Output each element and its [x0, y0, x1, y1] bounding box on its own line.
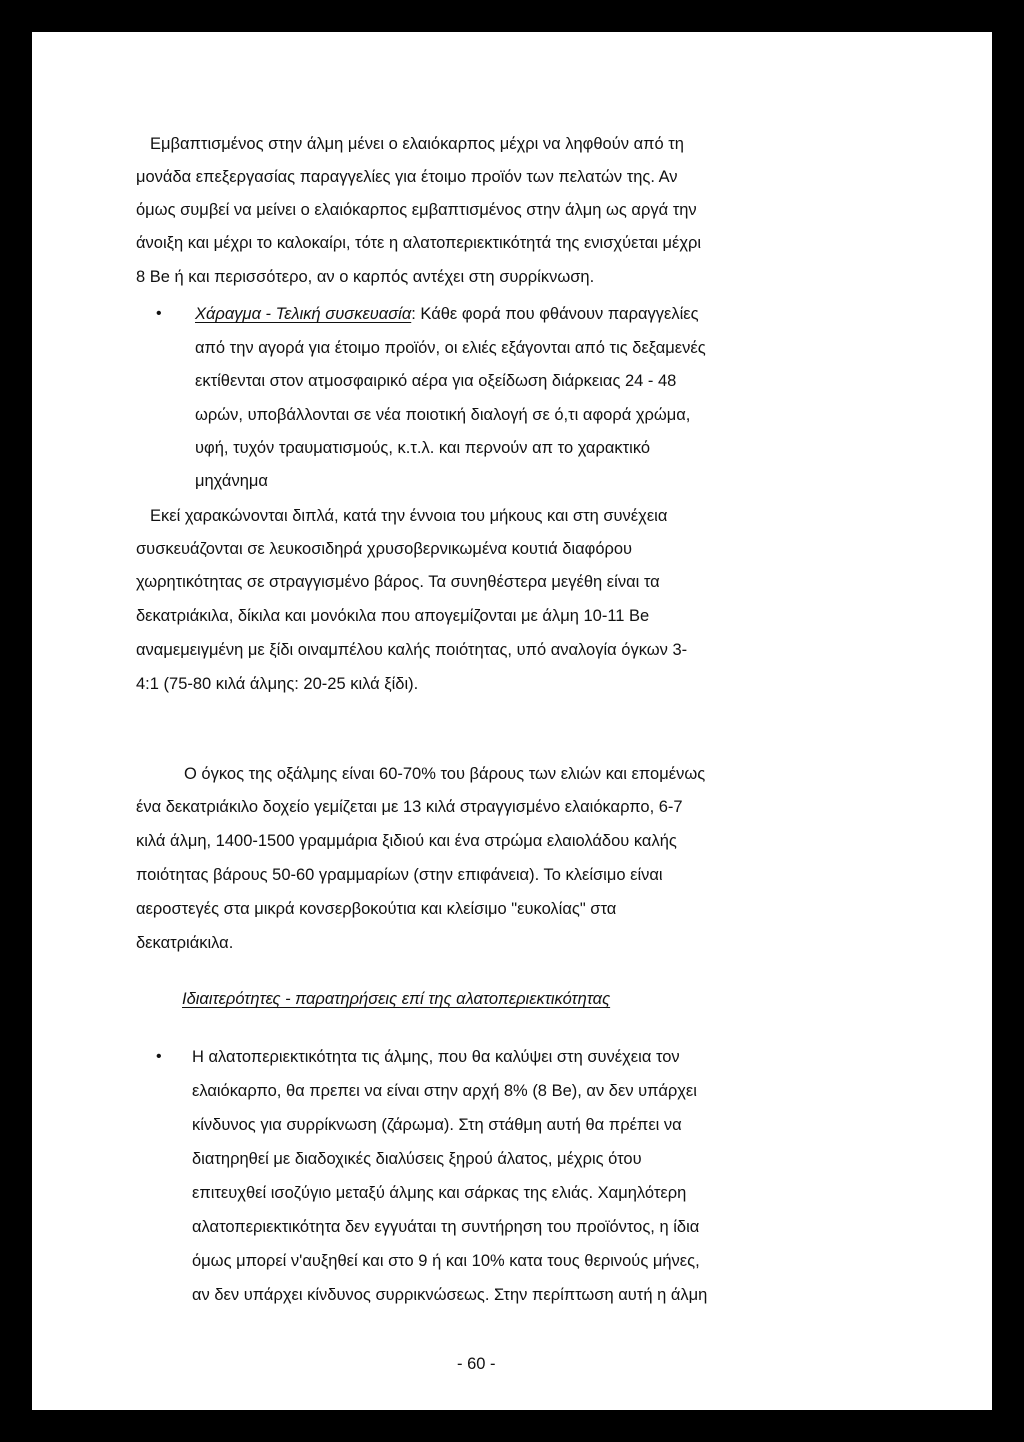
paragraph3-line: ποιότητας βάρους 50-60 γραμμαρίων (στην επιφάνεια). Το κλείσιμο είναι [136, 866, 663, 884]
paragraph1-line: μονάδα επεξεργασίας παραγγελίες για έτοιμο προϊόν των πελατών της. Αν [136, 168, 678, 186]
bullet2-line: Η αλατοπεριεκτικότητα τις άλμης, που θα καλύψει στη συνέχεια τον [192, 1048, 680, 1066]
bullet2-line: ελαιόκαρπο, θα πρεπει να είναι στην αρχή 8% (8 Be), αν δεν υπάρχει [192, 1082, 697, 1100]
bullet1-first-line [195, 302, 699, 326]
paragraph2-line: αναμεμειγμένη με ξίδι οιναμπέλου καλής ποιότητας, υπό αναλογία όγκων 3- [136, 641, 688, 659]
paragraph3-line: Ο όγκος της οξάλμης είναι 60-70% του βάρους των ελιών και επομένως [184, 765, 706, 783]
paragraph2-line: δεκατριάκιλα, δίκιλα και μονόκιλα που απογεμίζονται με άλμη 10-11 Be [136, 607, 650, 625]
bullet-marker: • [156, 305, 162, 322]
paragraph2-line: συσκευάζονται σε λευκοσιδηρά χρυσοβερνικωμένα κουτιά διαφόρου [136, 540, 633, 558]
bullet1-line: μηχάνημα [195, 472, 268, 490]
paragraph1-line: όμως συμβεί να μείνει ο ελαιόκαρπος εμβαπτισμένος στην άλμη ως αργά την [136, 201, 697, 219]
bullet1-heading: Χάραγμα - Τελική συσκευασία [195, 305, 412, 323]
bullet2-line: αλατοπεριεκτικότητα δεν εγγυάται τη συντήρηση του προϊόντος, η ίδια [192, 1218, 700, 1236]
paragraph3-line: αεροστεγές στα μικρά κονσερβοκούτια και κλείσιμο "ευκολίας" στα [136, 900, 617, 918]
bullet1-line: ωρών, υποβάλλονται σε νέα ποιοτική διαλογή σε ό,τι αφορά χρώμα, [195, 406, 691, 424]
bullet1-line: εκτίθενται στον ατμοσφαιρικό αέρα για οξείδωση διάρκειας 24 - 48 [195, 372, 677, 390]
bullet2-line: κίνδυνος για συρρίκνωση (ζάρωμα). Στη στάθμη αυτή θα πρέπει να [192, 1116, 682, 1134]
paragraph1-line: 8 Be ή και περισσότερο, αν ο καρπός αντέχει στη συρρίκνωση. [136, 268, 595, 286]
paragraph2-line: 4:1 (75-80 κιλά άλμης: 20-25 κιλά ξίδι). [136, 675, 419, 693]
bullet2-line: διατηρηθεί με διαδοχικές διαλύσεις ξηρού άλατος, μέχρις ότου [192, 1150, 642, 1168]
page-number: - 60 - [457, 1355, 496, 1373]
document-page [32, 32, 992, 1410]
paragraph1-line: άνοιξη και μέχρι το καλοκαίρι, τότε η αλατοπεριεκτικότητά της ενισχύεται μέχρι [136, 234, 702, 252]
paragraph3-line: κιλά άλμη, 1400-1500 γραμμάρια ξιδιού και ένα στρώμα ελαιολάδου καλής [136, 832, 677, 850]
bullet-marker: • [156, 1048, 162, 1065]
bullet2-line: επιτευχθεί ισοζύγιο μεταξύ άλμης και σάρκας της ελιάς. Χαμηλότερη [192, 1184, 687, 1202]
bullet1-line: υφή, τυχόν τραυματισμούς, κ.τ.λ. και περνούν απ το χαρακτικό [195, 439, 651, 457]
paragraph2-line: χωρητικότητας σε στραγγισμένο βάρος. Τα συνηθέστερα μεγέθη είναι τα [136, 573, 660, 591]
paragraph1-line: Εμβαπτισμένος στην άλμη μένει ο ελαιόκαρπος μέχρι να ληφθούν από τη [150, 135, 684, 153]
bullet2-line: όμως μπορεί ν'αυξηθεί και στο 9 ή και 10% κατα τους θερινούς μήνες, [192, 1252, 700, 1270]
paragraph3-line: ένα δεκατριάκιλο δοχείο γεμίζεται με 13 κιλά στραγγισμένο ελαιόκαρπο, 6-7 [136, 798, 683, 816]
bullet2-line: αν δεν υπάρχει κίνδυνος συρρικνώσεως. Στην περίπτωση αυτή η άλμη [192, 1286, 708, 1304]
bullet1-first-line-text: Κάθε φορά που φθάνουν παραγγελίες [415, 305, 699, 323]
paragraph3-line: δεκατριάκιλα. [136, 934, 234, 952]
bullet1-heading-colon: : [411, 305, 416, 323]
bullet1-line: από την αγορά για έτοιμο προϊόν, οι ελιές εξάγονται από τις δεξαμενές [195, 339, 706, 357]
section-heading: Ιδιαιτερότητες - παρατηρήσεις επί της αλατοπεριεκτικότητας [182, 990, 611, 1008]
paragraph2-line: Εκεί χαρακώνονται διπλά, κατά την έννοια του μήκους και στη συνέχεια [150, 507, 668, 525]
